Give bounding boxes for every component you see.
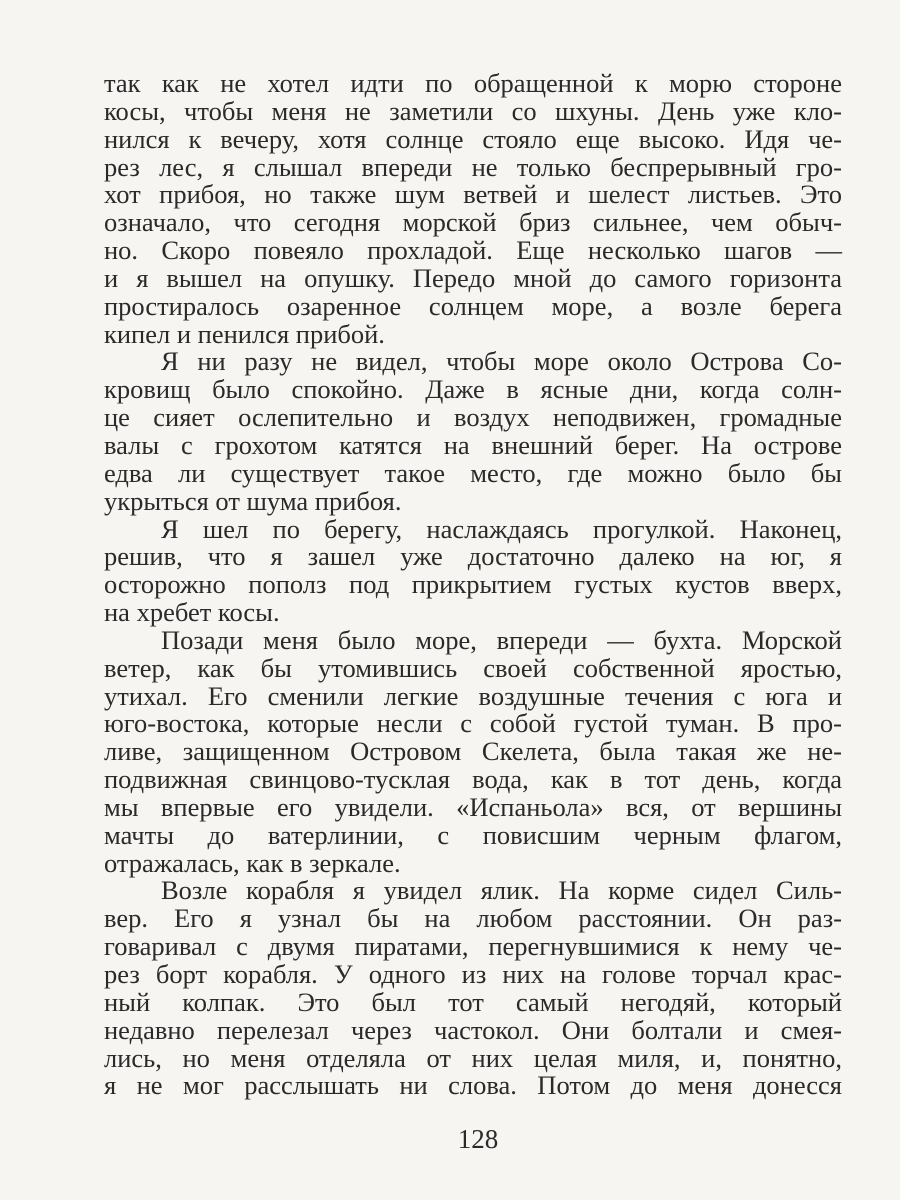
paragraph: [104, 624, 842, 878]
text-line: на хребет косы.: [104, 597, 280, 628]
text-line: кровищ было спокойно. Даже в ясные дни, когда солн-: [104, 374, 842, 405]
text-line: вер. Его я узнал бы на любом расстоянии. Он раз-: [104, 903, 842, 934]
text-line: ный колпак. Это был тот самый негодяй, который: [104, 986, 842, 1017]
paragraph: [104, 70, 842, 348]
text-line: лись, но меня отделяла от них целая миля, и, понятно,: [104, 1042, 842, 1073]
text-line: Возле корабля я увидел ялик. На корме сидел Силь-: [161, 875, 842, 906]
text-line: простиралось озаренное солнцем море, а возле берега: [104, 290, 842, 321]
text-line: отражалась, как в зеркале.: [104, 847, 401, 878]
paragraph: [104, 513, 842, 628]
text-line: ливе, защищенном Островом Скелета, была такая же не-: [104, 736, 842, 767]
text-line: недавно перелезал через частокол. Они болтали и смея-: [104, 1014, 842, 1045]
text-line: ветер, как бы утомившись своей собственной яростью,: [104, 652, 842, 683]
text-line: говаривал с двумя пиратами, перегнувшимися к нему че-: [104, 931, 842, 962]
text-line: Позади меня было море, впереди — бухта. Морской: [161, 624, 842, 655]
text-line: Я ни разу не видел, чтобы море около Острова Со-: [161, 346, 842, 377]
text-line: означало, что сегодня морской бриз сильнее, чем обыч-: [104, 207, 842, 238]
text-line: рез лес, я слышал впереди не только беспрерывный гро-: [104, 151, 842, 182]
paragraph: [104, 348, 842, 515]
page-number: 128: [457, 1124, 499, 1154]
text-line: и я вышел на опушку. Передо мной до самого горизонта: [104, 262, 842, 293]
text-line: но. Скоро повеяло прохладой. Еще несколько шагов —: [104, 235, 842, 266]
text-line: мы впервые его увидели. «Испаньола» вся, от вершины: [104, 791, 842, 822]
text-line: решив, что я зашел уже достаточно далеко на юг, я: [104, 541, 842, 572]
text-line: юго-востока, которые несли с собой густой туман. В про-: [104, 708, 842, 739]
text-line: подвижная свинцово-тусклая вода, как в тот день, когда: [104, 764, 842, 795]
text-line: нился к вечеру, хотя солнце стояло еще высоко. Идя че-: [104, 123, 842, 154]
text-line: кипел и пенился прибой.: [104, 318, 385, 349]
text-line: рез борт корабля. У одного из них на голове торчал крас-: [104, 959, 842, 989]
text-line: едва ли существует такое место, где можно было бы: [104, 457, 842, 488]
page-body-text: [104, 70, 842, 1100]
text-line: осторожно пополз под прикрытием густых кустов вверх,: [104, 569, 842, 600]
paragraph: [104, 877, 842, 1100]
text-line: хот прибоя, но также шум ветвей и шелест листьев. Это: [104, 179, 842, 210]
text-line: мачты до ватерлинии, с повисшим черным флагом,: [104, 819, 842, 850]
text-line: це сияет ослепительно и воздух неподвижен, громадные: [104, 402, 842, 433]
text-line: косы, чтобы меня не заметили со шхуны. День уже кло-: [104, 95, 842, 126]
text-line: валы с грохотом катятся на внешний берег. На острове: [104, 429, 842, 460]
text-line: Я шел по берегу, наслаждаясь прогулкой. Наконец,: [161, 513, 842, 544]
text-line: утихал. Его сменили легкие воздушные течения с юга и: [104, 680, 842, 711]
text-line: укрыться от шума прибоя.: [104, 485, 402, 516]
text-line: я не мог расслышать ни слова. Потом до меня донесся: [104, 1070, 842, 1101]
text-line: так как не хотел идти по обращенной к морю стороне: [104, 68, 842, 98]
